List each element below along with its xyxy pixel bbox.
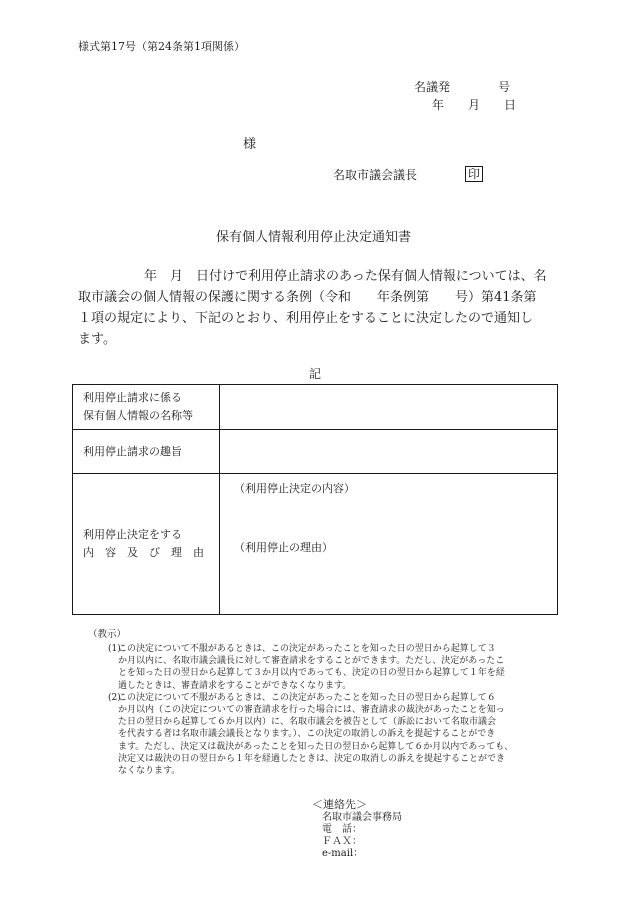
notes-header: （教示） xyxy=(88,629,127,640)
label-line: 保有個人情報の名称等 xyxy=(83,409,193,422)
contact-fax-label: ＦＡＸ： xyxy=(322,836,362,847)
row-label-target-info xyxy=(73,385,220,430)
table-row xyxy=(73,385,558,430)
decision-content-heading: （利用停止決定の内容） xyxy=(234,482,355,495)
contact-email-label: e-mail： xyxy=(322,848,364,859)
decision-table xyxy=(72,384,558,615)
note-line: なくなります。 xyxy=(118,766,181,777)
contact-phone-label: 電 話： xyxy=(322,824,362,835)
document-number: 名議発 号 xyxy=(414,80,511,94)
note-line: この決定について不服があるときは、この決定があったことを知った日の翌日から起算して３ xyxy=(118,644,496,654)
sender-name: 名取市議会議長 xyxy=(333,168,418,182)
seal-mark: 印 xyxy=(465,166,483,182)
table-row xyxy=(73,430,558,474)
contact-header: ＜連絡先＞ xyxy=(312,798,367,811)
issue-date: 年 月 日 xyxy=(432,98,517,112)
note-number: (1) xyxy=(108,644,121,654)
table-row xyxy=(73,474,558,615)
note-line: ます。ただし、決定又は裁決があったことを知った日の翌日から起算して６か月以内であっても、 xyxy=(118,741,514,752)
decision-reason-value xyxy=(220,474,558,615)
label-line: 内 容 及 び 理 由 xyxy=(83,546,204,559)
note-line: を代表する者は名取市議会議長となります。）、この決定の取消しの訴えを提起することができ xyxy=(118,729,496,740)
note-number: (2) xyxy=(108,692,121,703)
body-line: ます。 xyxy=(78,332,116,347)
note-line: 過したときは、審査請求をすることができなくなります。 xyxy=(118,680,352,691)
note-line: か月以内に、名取市議会議長に対して審査請求をすることができます。ただし、決定があったこ xyxy=(118,656,505,667)
notice-body xyxy=(78,266,556,350)
body-line: 取市議会の個人情報の保護に関する条例（令和 年条例第 号）第41条第 xyxy=(78,290,537,305)
contact-office: 名取市議会事務局 xyxy=(322,812,402,823)
ki-heading: 記 xyxy=(309,367,322,381)
label-line: 利用停止決定をする xyxy=(83,528,182,541)
note-item xyxy=(98,643,556,692)
addressee-suffix: 様 xyxy=(243,137,257,152)
request-purpose-value xyxy=(220,430,558,474)
label-line: 利用停止請求に係る xyxy=(83,391,182,404)
note-line: た日の翌日から起算して６か月以内）に、名取市議会を被告として（訴訟において名取市議会 xyxy=(118,717,497,728)
target-info-value xyxy=(220,385,558,430)
stop-reason-heading: （利用停止の理由） xyxy=(234,541,333,554)
note-line: 決定又は裁決の日の翌日から１年を経過したときは、決定の取消しの訴えを提起することができ xyxy=(118,753,506,764)
row-label-decision-reason xyxy=(73,474,220,615)
note-line: か月以内（この決定についての審査請求を行った場合には、審査請求の裁決があったことを知っ xyxy=(118,705,505,716)
document-title: 保有個人情報利用停止決定通知書 xyxy=(216,230,412,245)
notes-list xyxy=(98,643,556,777)
note-line: とを知った日の翌日から起算して３か月以内であっても、決定の日の翌日から起算して１年を経 xyxy=(118,668,505,679)
note-item xyxy=(98,692,556,777)
row-label-request-purpose: 利用停止請求の趣旨 xyxy=(73,430,220,474)
form-id: 様式第17号（第24条第1項関係） xyxy=(78,40,245,53)
note-line: この決定について不服があるときは、この決定があったことを知った日の翌日から起算して６ xyxy=(118,692,496,703)
body-line: １項の規定により、下記のとおり、利用停止をすることに決定したので通知し xyxy=(78,311,534,326)
body-line: 年 月 日付けで利用停止請求のあった保有個人情報については、名 xyxy=(144,269,547,284)
